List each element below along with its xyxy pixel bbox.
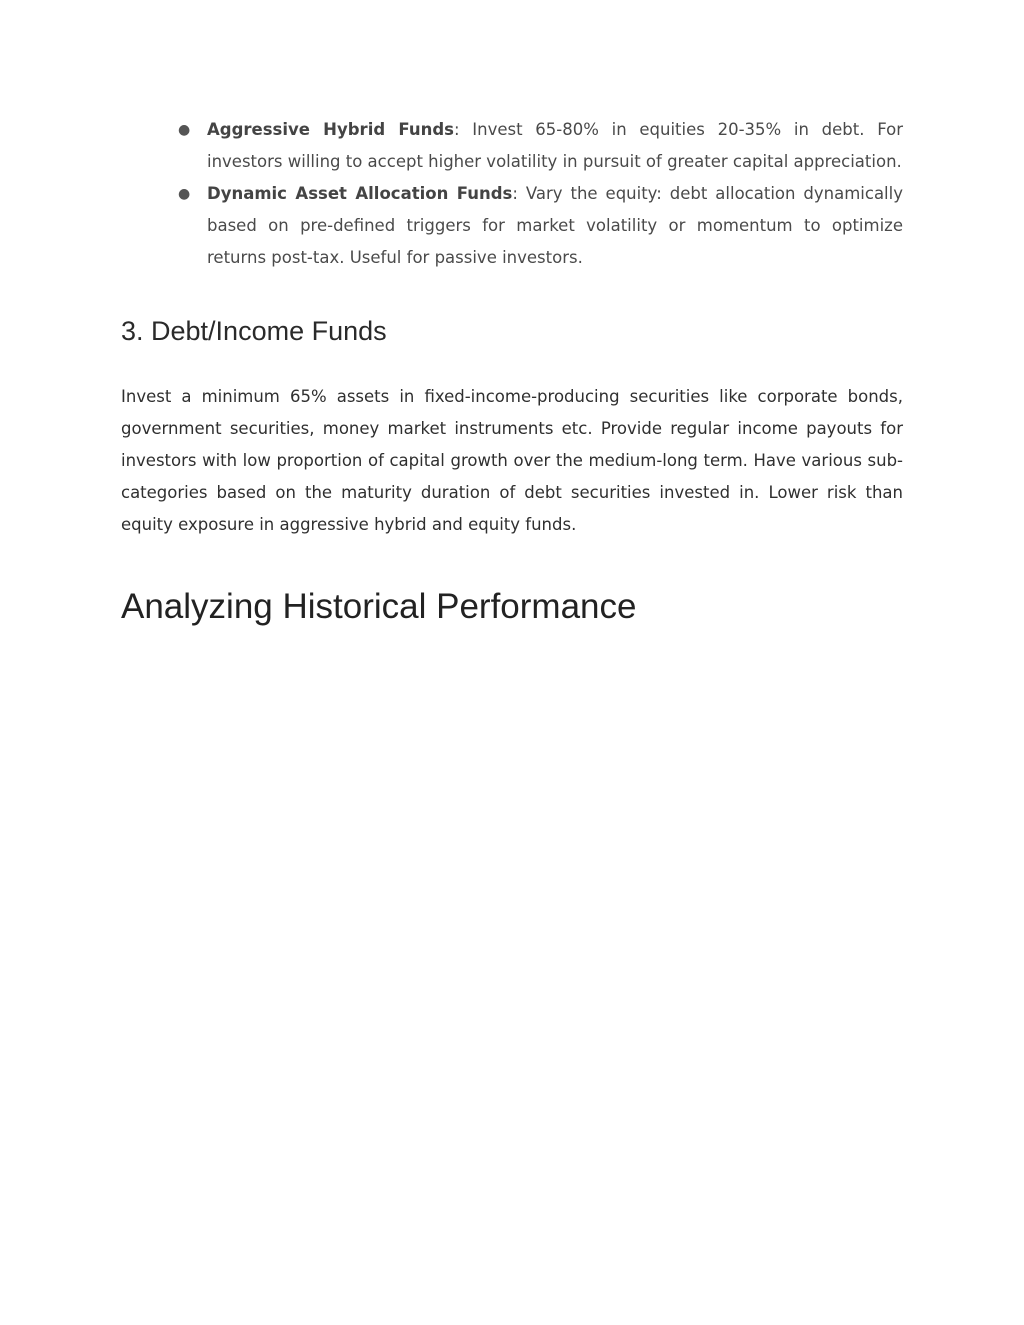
bullet-text: Vary the equity: debt allocation dynamically based on pre-defined triggers for market volatility or momentum to optimize returns post-tax. Useful for passive investors. bbox=[207, 184, 903, 267]
section-paragraph: Invest a minimum 65% assets in fixed-income-producing securities like corporate bonds, government securities, money market instruments etc. Provide regular income payouts for investors with low proportion of capital growth over the medium-long term. Have various sub-categories based on the maturity duration of debt securities invested in. Lower risk than equity exposure in aggressive hybrid and equity funds. bbox=[121, 387, 903, 534]
bullet-separator: : bbox=[453, 120, 460, 139]
main-heading: Analyzing Historical Performance bbox=[121, 587, 637, 626]
section-heading: 3. Debt/Income Funds bbox=[121, 316, 387, 346]
bullet-separator: : bbox=[512, 184, 518, 203]
list-item bbox=[121, 178, 903, 274]
fund-bullet-list bbox=[121, 114, 903, 274]
bullet-text: Invest 65-80% in equities 20-35% in debt. For investors willing to accept higher volatility in pursuit of greater capital appreciation. bbox=[207, 120, 903, 171]
bullet-term: Dynamic Asset Allocation Funds bbox=[207, 184, 513, 203]
bullet-term: Aggressive Hybrid Funds bbox=[207, 120, 454, 139]
bullet-dot-icon: ● bbox=[178, 122, 191, 138]
bullet-dot-icon: ● bbox=[178, 186, 191, 202]
list-item bbox=[121, 114, 903, 178]
document-page bbox=[121, 114, 903, 629]
